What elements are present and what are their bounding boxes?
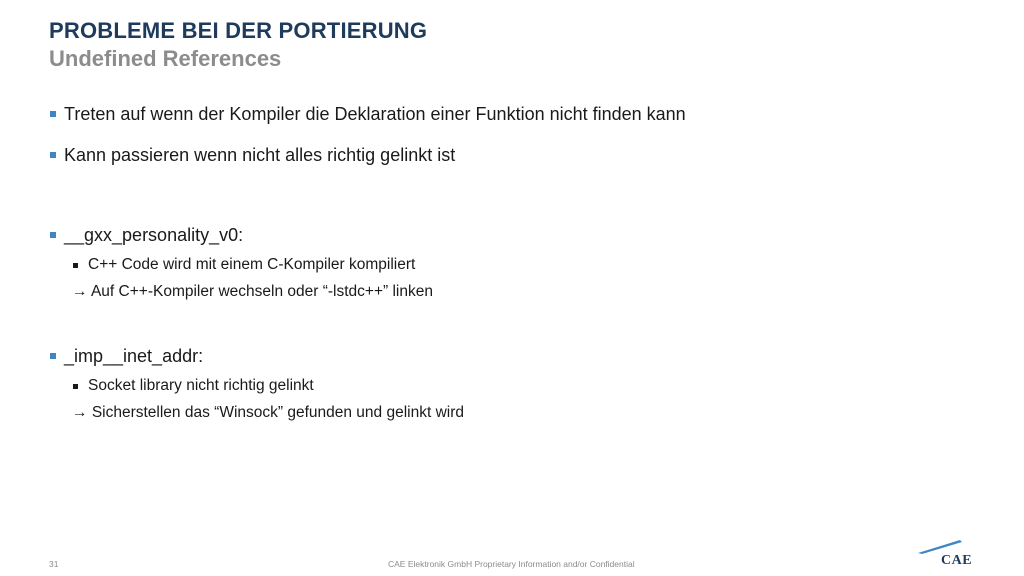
bullet-text: __gxx_personality_v0: xyxy=(64,225,244,245)
logo-text: CAE xyxy=(941,553,973,568)
square-bullet-icon xyxy=(50,152,56,158)
arrow-line-text: Auf C++-Kompiler wechseln oder “-lstdc++” linken xyxy=(90,283,433,300)
slide-title: PROBLEME BEI DER PORTIERUNG xyxy=(49,18,428,43)
bullet-text: Treten auf wenn der Kompiler die Deklaration einer Funktion nicht finden kann xyxy=(64,104,686,124)
square-bullet-icon xyxy=(73,263,78,268)
slide-subtitle: Undefined References xyxy=(49,46,282,71)
right-arrow-icon: → xyxy=(72,283,88,300)
right-arrow-icon: → xyxy=(72,404,88,421)
confidential-notice: CAE Elektronik GmbH Proprietary Information and/or Confidential xyxy=(388,559,635,569)
square-bullet-icon xyxy=(50,111,56,117)
square-bullet-icon xyxy=(50,232,56,238)
arrow-line xyxy=(72,404,464,422)
bullet-text: Kann passieren wenn nicht alles richtig gelinkt ist xyxy=(64,145,456,165)
bullet-text: _imp__inet_addr: xyxy=(64,346,204,366)
sub-bullet-text: Socket library nicht richtig gelinkt xyxy=(88,377,314,394)
sub-bullet-text: C++ Code wird mit einem C-Kompiler kompiliert xyxy=(88,256,416,273)
arrow-line xyxy=(72,283,433,301)
page-number: 31 xyxy=(49,559,59,569)
arrow-line-text: Sicherstellen das “Winsock” gefunden und gelinkt wird xyxy=(91,404,465,421)
square-bullet-icon xyxy=(50,353,56,359)
square-bullet-icon xyxy=(73,384,78,389)
